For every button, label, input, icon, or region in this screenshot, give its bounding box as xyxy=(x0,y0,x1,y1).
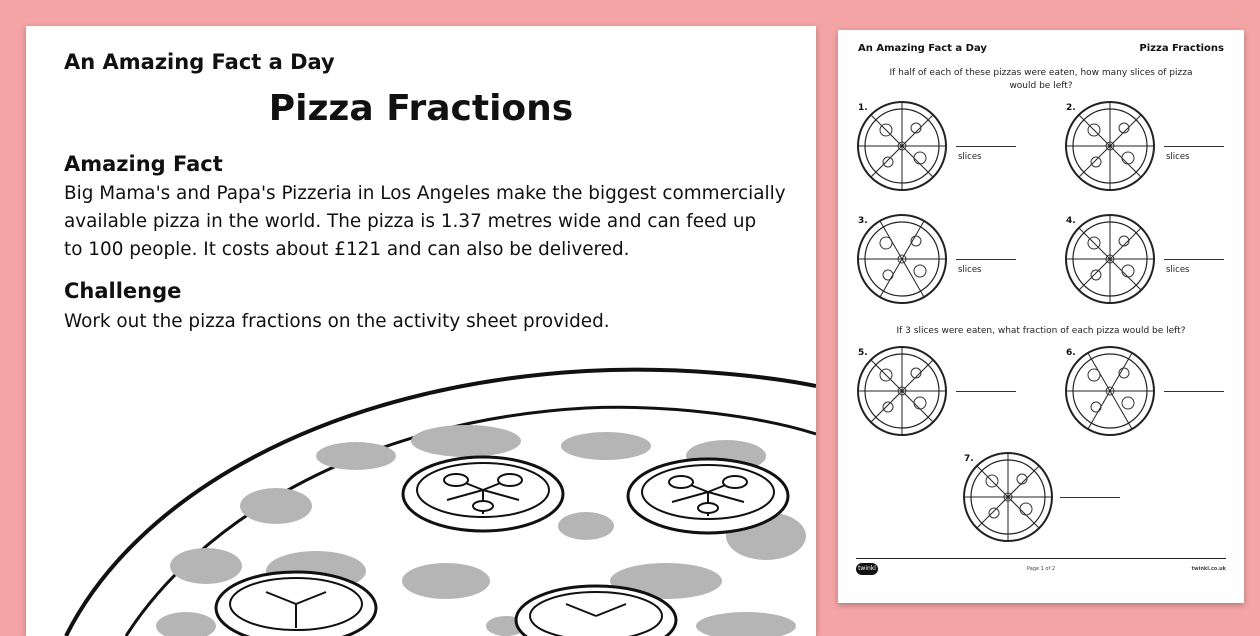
footer-divider xyxy=(856,558,1226,559)
item-number: 5. xyxy=(858,348,868,358)
item-number: 3. xyxy=(858,216,868,226)
question-line: would be left? xyxy=(1009,81,1073,91)
series-title: An Amazing Fact a Day xyxy=(64,50,335,74)
fact-line: to 100 people. It costs about £121 and can also be delivered. xyxy=(64,239,630,260)
pizza-diagram xyxy=(1064,345,1156,441)
fact-heading: Amazing Fact xyxy=(64,152,223,176)
pizza-illustration xyxy=(26,26,816,636)
sheet-title: Pizza Fractions xyxy=(1139,43,1224,54)
pizza-diagram xyxy=(1064,100,1156,196)
pizza-diagram xyxy=(856,100,948,196)
answer-line[interactable] xyxy=(956,259,1016,260)
pizza-diagram xyxy=(856,213,948,309)
pizza-diagram xyxy=(1064,213,1156,309)
fact-line: Big Mama's and Papa's Pizzeria in Los Angeles make the biggest commercially xyxy=(64,183,786,204)
challenge-text: Work out the pizza fractions on the activity sheet provided. xyxy=(64,311,610,332)
tomato-slice xyxy=(628,459,788,533)
slices-label: slices xyxy=(958,265,982,275)
pizza-diagram xyxy=(962,451,1054,547)
question-1-instruction xyxy=(850,67,1232,93)
item-number: 4. xyxy=(1066,216,1076,226)
activity-sheet-page xyxy=(838,30,1244,603)
item-number: 1. xyxy=(858,103,868,113)
sheet-series-title: An Amazing Fact a Day xyxy=(858,43,987,54)
answer-line[interactable] xyxy=(1164,391,1224,392)
tomato-slice xyxy=(403,457,563,531)
page-number: Page 1 of 2 xyxy=(1026,566,1056,572)
tomato-slice xyxy=(216,572,376,636)
answer-line[interactable] xyxy=(1060,497,1120,498)
answer-line[interactable] xyxy=(1164,146,1224,147)
question-2-instruction: If 3 slices were eaten, what fraction of each pizza would be left? xyxy=(896,326,1186,336)
item-number: 2. xyxy=(1066,103,1076,113)
slices-label: slices xyxy=(958,152,982,162)
fact-line: available pizza in the world. The pizza is 1.37 metres wide and can feed up xyxy=(64,211,757,232)
challenge-heading: Challenge xyxy=(64,279,182,303)
brand-logo: twinkl xyxy=(856,563,878,575)
pizza-diagram xyxy=(856,345,948,441)
fact-sheet-page xyxy=(26,26,816,636)
question-line: If half of each of these pizzas were eaten, how many slices of pizza xyxy=(889,68,1193,78)
slices-label: slices xyxy=(1166,152,1190,162)
slices-label: slices xyxy=(1166,265,1190,275)
answer-line[interactable] xyxy=(956,391,1016,392)
answer-line[interactable] xyxy=(956,146,1016,147)
footer-url: twinkl.co.uk xyxy=(1191,566,1226,572)
answer-line[interactable] xyxy=(1164,259,1224,260)
item-number: 7. xyxy=(964,454,974,464)
page-title: Pizza Fractions xyxy=(268,88,574,129)
item-number: 6. xyxy=(1066,348,1076,358)
